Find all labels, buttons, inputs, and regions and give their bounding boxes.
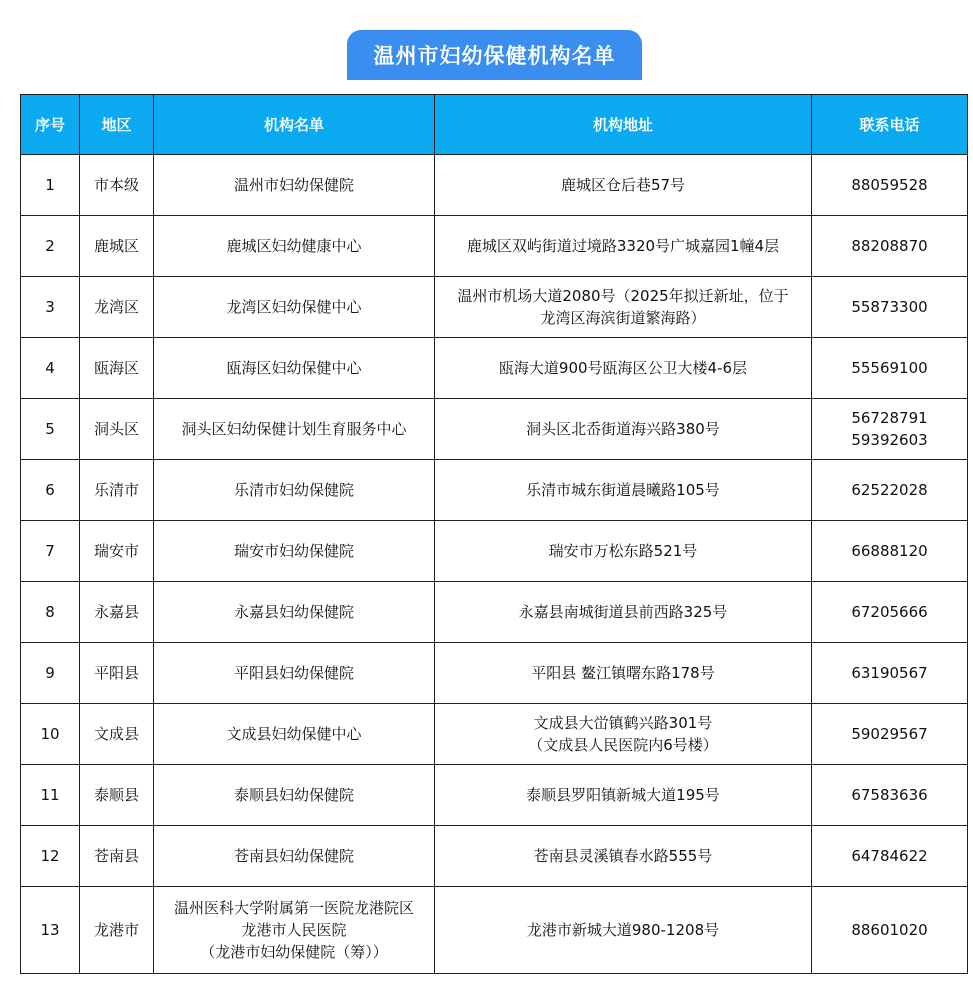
header-area: 地区: [80, 95, 154, 155]
cell-no: 4: [21, 338, 80, 399]
cell-no: 2: [21, 216, 80, 277]
cell-name-line: 温州市妇幼保健院: [233, 176, 354, 194]
cell-area: 洞头区: [80, 399, 154, 460]
cell-phone-line: 66888120: [851, 542, 928, 560]
table-row: [21, 338, 968, 399]
cell-name-line: 鹿城区妇幼健康中心: [226, 237, 362, 255]
cell-address-line: 洞头区北岙街道海兴路380号: [526, 420, 720, 438]
cell-no: 11: [21, 765, 80, 826]
table-row: [21, 582, 968, 643]
cell-name-line: 瑞安市妇幼保健院: [233, 542, 354, 560]
cell-phone-line: 67205666: [851, 603, 928, 621]
cell-address: [435, 216, 812, 277]
cell-address: [435, 826, 812, 887]
cell-address: [435, 521, 812, 582]
institution-table: [20, 94, 968, 974]
table-row: [21, 155, 968, 216]
cell-area: 平阳县: [80, 643, 154, 704]
cell-name-line: 龙湾区妇幼保健中心: [226, 298, 362, 316]
cell-address: [435, 399, 812, 460]
cell-address-line: 永嘉县南城街道县前西路325号: [518, 603, 728, 621]
table-row: [21, 765, 968, 826]
cell-area: 乐清市: [80, 460, 154, 521]
cell-name-line: 平阳县妇幼保健院: [233, 664, 354, 682]
cell-phone-line: 62522028: [851, 481, 928, 499]
cell-name-line: 洞头区妇幼保健计划生育服务中心: [181, 420, 407, 438]
cell-no: 3: [21, 277, 80, 338]
cell-address-line: 泰顺县罗阳镇新城大道195号: [526, 786, 720, 804]
cell-name: [154, 826, 435, 887]
cell-name: [154, 521, 435, 582]
table-row: [21, 643, 968, 704]
header-name: 机构名单: [154, 95, 435, 155]
table-row: [21, 216, 968, 277]
cell-address-line: 瑞安市万松东路521号: [548, 542, 698, 560]
cell-phone-line: 64784622: [851, 847, 928, 865]
cell-no: 12: [21, 826, 80, 887]
cell-phone: [812, 338, 968, 399]
table-row: [21, 277, 968, 338]
cell-address: [435, 643, 812, 704]
cell-name: [154, 704, 435, 765]
cell-name: [154, 765, 435, 826]
cell-name-line: 龙港市人民医院: [241, 921, 347, 939]
cell-name-line: 泰顺县妇幼保健院: [233, 786, 354, 804]
cell-address: [435, 460, 812, 521]
page-title: 温州市妇幼保健机构名单: [347, 30, 642, 80]
cell-address-line: 瓯海大道900号瓯海区公卫大楼4-6层: [498, 359, 748, 377]
cell-phone: [812, 277, 968, 338]
cell-name: [154, 460, 435, 521]
cell-phone: [812, 643, 968, 704]
cell-no: 10: [21, 704, 80, 765]
cell-address: [435, 338, 812, 399]
cell-address-line: 龙港市新城大道980-1208号: [526, 921, 720, 939]
cell-name: [154, 582, 435, 643]
cell-name: [154, 643, 435, 704]
cell-name: [154, 338, 435, 399]
cell-no: 1: [21, 155, 80, 216]
cell-address-line: 温州市机场大道2080号（2025年拟迁新址，位于: [457, 287, 789, 305]
cell-address: [435, 277, 812, 338]
cell-name-line: 瓯海区妇幼保健中心: [226, 359, 362, 377]
cell-area: 文成县: [80, 704, 154, 765]
cell-phone: [812, 826, 968, 887]
cell-phone: [812, 887, 968, 974]
cell-name: [154, 887, 435, 974]
cell-area: 龙湾区: [80, 277, 154, 338]
cell-address-line: 鹿城区双屿街道过境路3320号广城嘉园1幢4层: [466, 237, 780, 255]
cell-no: 13: [21, 887, 80, 974]
cell-area: 苍南县: [80, 826, 154, 887]
cell-address-line: 苍南县灵溪镇春水路555号: [533, 847, 713, 865]
cell-no: 5: [21, 399, 80, 460]
cell-phone-line: 55873300: [851, 298, 928, 316]
cell-phone-line: 67583636: [851, 786, 928, 804]
cell-area: 市本级: [80, 155, 154, 216]
cell-phone-line: 59029567: [851, 725, 928, 743]
cell-phone-line: 88059528: [851, 176, 928, 194]
cell-address-line: 鹿城区仓后巷57号: [560, 176, 686, 194]
cell-name: [154, 399, 435, 460]
cell-phone: [812, 521, 968, 582]
cell-address-line: （文成县人民医院内6号楼）: [528, 736, 718, 754]
cell-phone-line: 88208870: [851, 237, 928, 255]
cell-name: [154, 216, 435, 277]
header-address: 机构地址: [435, 95, 812, 155]
table-header: [21, 95, 968, 155]
cell-address: [435, 704, 812, 765]
cell-name-line: 温州医科大学附属第一医院龙港院区: [173, 899, 414, 917]
cell-phone: [812, 216, 968, 277]
cell-address-line: 文成县大峃镇鹤兴路301号: [533, 714, 713, 732]
cell-area: 瑞安市: [80, 521, 154, 582]
table-row: [21, 826, 968, 887]
header-phone: 联系电话: [812, 95, 968, 155]
cell-phone: [812, 155, 968, 216]
cell-name-line: 乐清市妇幼保健院: [233, 481, 354, 499]
table-row: [21, 704, 968, 765]
cell-area: 永嘉县: [80, 582, 154, 643]
cell-phone-line: 59392603: [851, 431, 928, 449]
cell-phone-line: 63190567: [851, 664, 928, 682]
cell-name: [154, 277, 435, 338]
table-row: [21, 460, 968, 521]
table-body: [21, 155, 968, 974]
cell-phone: [812, 704, 968, 765]
cell-phone-line: 55569100: [851, 359, 928, 377]
header-row: [21, 95, 968, 155]
cell-name-line: 苍南县妇幼保健院: [233, 847, 354, 865]
table-row: [21, 887, 968, 974]
cell-name: [154, 155, 435, 216]
cell-no: 9: [21, 643, 80, 704]
cell-address-line: 龙湾区海滨街道繁海路）: [540, 309, 706, 327]
cell-address-line: 乐清市城东街道晨曦路105号: [526, 481, 720, 499]
cell-address-line: 平阳县 鳌江镇曙东路178号: [531, 664, 715, 682]
table-row: [21, 399, 968, 460]
cell-area: 鹿城区: [80, 216, 154, 277]
table-row: [21, 521, 968, 582]
cell-area: 瓯海区: [80, 338, 154, 399]
cell-phone: [812, 765, 968, 826]
cell-name-line: 文成县妇幼保健中心: [226, 725, 362, 743]
cell-phone-line: 56728791: [851, 409, 928, 427]
cell-area: 泰顺县: [80, 765, 154, 826]
cell-phone: [812, 582, 968, 643]
cell-no: 7: [21, 521, 80, 582]
cell-address: [435, 765, 812, 826]
cell-address: [435, 887, 812, 974]
header-no: 序号: [21, 95, 80, 155]
cell-phone-line: 88601020: [851, 921, 928, 939]
cell-phone: [812, 460, 968, 521]
cell-address: [435, 155, 812, 216]
cell-no: 8: [21, 582, 80, 643]
cell-no: 6: [21, 460, 80, 521]
cell-phone: [812, 399, 968, 460]
cell-address: [435, 582, 812, 643]
cell-area: 龙港市: [80, 887, 154, 974]
cell-name-line: 永嘉县妇幼保健院: [233, 603, 354, 621]
cell-name-line: （龙港市妇幼保健院（筹））: [200, 943, 388, 961]
